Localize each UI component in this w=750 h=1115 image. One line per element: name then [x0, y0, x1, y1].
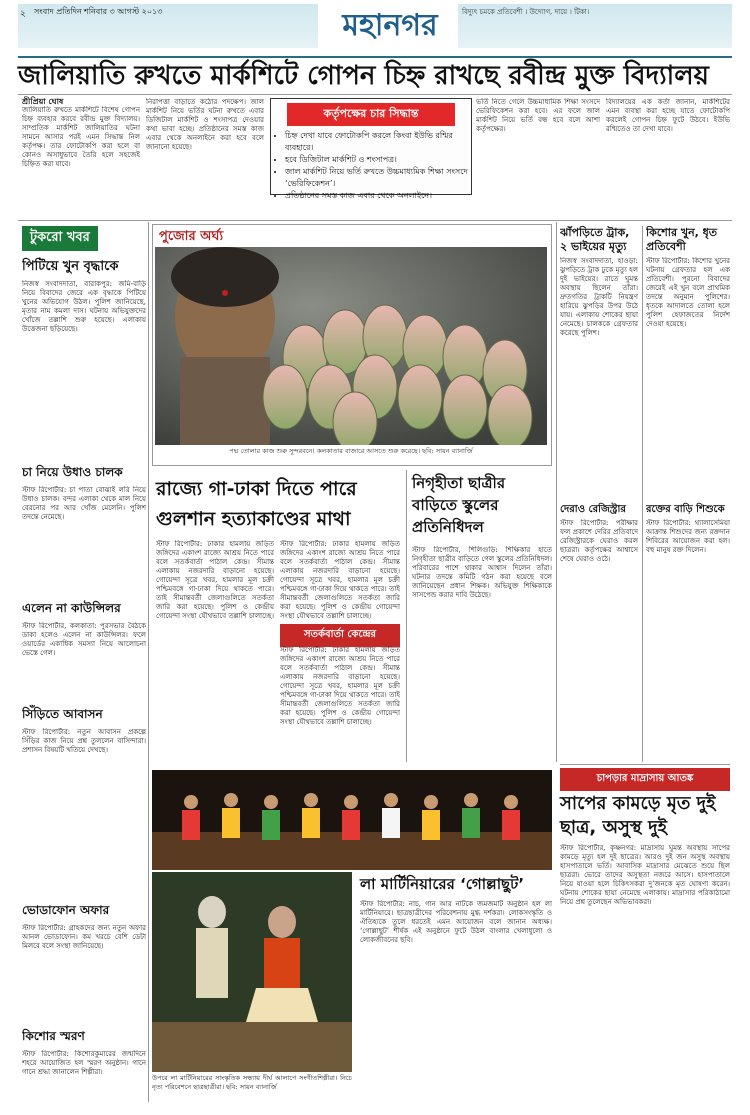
right-news-col-b [646, 226, 730, 756]
brief-body: স্টাফ রিপোর্টার: নতুন আবাসন প্রকল্পে সিঁড়ির কাজ নিয়ে প্রশ্ন তুললেন বাসিন্দারা। প্রশাসন বিষয়টি খতিয়ে দেখছে। [22, 728, 146, 754]
briefs-divider [148, 222, 149, 1102]
brief-headline: চা নিয়ে উধাও চালক [22, 465, 123, 479]
decision-item: • হবে ডিজিটাল মার্কশিট ও শংসাপত্র। [285, 154, 471, 166]
lead-headline: জালিয়াতি রুখতে মার্কশিটে গোপন চিহ্ন রাখছে রবীন্দ্র মুক্ত বিদ্যালয় [18, 61, 709, 91]
dance-photo [152, 872, 352, 1072]
puja-caption: পদ্ম তোলার কাজ শুরু সুন্দরবনে। কলকাতার বাজারে আসতে শুরু করেছে। ছবি: সায়ন ব্যানার্জি [229, 447, 473, 455]
brief-headline: ভোডাফোন অফার [22, 903, 110, 917]
issue-date: শনিবার ৩ আগস্ট ২০১৩ [84, 7, 163, 16]
right-col-divider [556, 222, 557, 762]
lead-col1: জালিয়াতি রুখতে মার্কশিটে বিশেষ গোপন চিহ্ন ব্যবহার করবে রবীন্দ্র মুক্ত বিদ্যালয়। সাম্প্রতিক মার্কশিট জালিয়াতির ঘটনা সামনে আসার পরই এমন সিদ্ধান্ত নিল কর্তৃপক্ষ। তার ফোটোকপি করা হলে বা কোনও অসাধুভাবে তৈরি হলে সহজেই চিহ্নিত করা যাবে। [22, 106, 140, 168]
right-col-divider-b [642, 226, 643, 762]
story-body: নিজস্ব সংবাদদাতা, হাওড়া: ঝুপড়িতে ট্রাক ঢুকে মৃত্যু হল দুই ভাইয়ের। রাতে ঘুমন্ত অবস্থায় ছিলেন তাঁরা। দ্রুতগতির ট্রাকটি নিয়ন্ত্রণ হারিয়ে ঝুপড়ির উপর উঠে যায়। এলাকায় শোকের ছায়া নেমেছে। চালককে গ্রেফতার করেছে পুলিশ। [560, 257, 638, 337]
paper-name: সংবাদ প্রতিদিন [34, 7, 82, 16]
nigrihita-headline: নিগৃহীতা ছাত্রীর বাড়িতে স্কুলের প্রতিনিধিদল [412, 474, 506, 536]
briefs-column [22, 224, 146, 1104]
brief-body: স্টাফ রিপোর্টার: কিশোরকুমারের জন্মদিনে শহরে আয়োজিত হল স্মরণ অনুষ্ঠান। গানে গানে শ্রদ্ধা জানালেন শিল্পীরা। [22, 1050, 146, 1076]
lead-rule [18, 94, 732, 95]
lead-col2: নিরাপত্তা বাড়াতে কঠোর পদক্ষেপ। জাল মার্কশিট নিয়ে ভর্তির ঘটনা রুখতে এবার ডিজিটাল মার্কশিট ও শংসাপত্র দেওয়ার কথা ভাবা হচ্ছে। প্রতিষ্ঠানের সমস্ত কাজ এবার থেকে অনলাইনে করা হবে বলে জানানো হয়েছে। [146, 98, 264, 151]
story-body: স্টাফ রিপোর্টার: কিশোর খুনের ঘটনায় গ্রেফতার হল এক প্রতিবেশী। পুরনো বিবাদের জেরেই এই খুন বলে প্রাথমিক তদন্তে অনুমান পুলিশের। ধৃতকে আদালতে তোলা হলে পুলিশ হেফাজতের নির্দেশ দেওয়া হয়েছে। [646, 257, 730, 328]
lead-col4: ভর্তি নিতে গেলে উচ্চমাধ্যমিক শিক্ষা সংসদে ভেরিফিকেশন করা হবে। এর ফলে জাল মার্কশিট নিয়ে ভর্তি বন্ধ হবে বলে আশা কর্তৃপক্ষের। [476, 98, 600, 133]
brief-headline: এলেন না কাউন্সিলর [22, 601, 121, 615]
puja-label: পুজোর অর্ঘ্য [159, 229, 224, 244]
brief-body: স্টাফ রিপোর্টার: গ্রাহকদের জন্য নতুন অফার আনল ভোডাফোন। কম খরচে বেশি ডেটা মিলবে বলে সংস্থা জানিয়েছে। [22, 924, 146, 950]
story-divider [406, 470, 407, 762]
brief-body: স্টাফ রিপোর্টার: চা পাতা বোঝাই লরি নিয়ে উধাও চালক। বন্দর এলাকা থেকে মাল নিয়ে বেরনোর পর আর খোঁজ মেলেনি। পুলিশ তদন্তে নেমেছে। [22, 486, 146, 521]
lead-bottom-rule [18, 220, 732, 221]
nigrihita-body: স্টাফ রিপোর্টার, শিলিগুড়ি: শিক্ষিকার হাতে নিগৃহীতা ছাত্রীর বাড়িতে গেল স্কুলের প্রতিনিধিদল। পরিবারের পাশে থাকার আশ্বাস দিলেন তাঁরা। ঘটনার তদন্তে কমিটি গঠন করা হয়েছে বলে জানিয়েছেন প্রধান শিক্ষক। অভিযুক্ত শিক্ষিকাকে সাসপেন্ড করার দাবি উঠেছে। [412, 546, 552, 599]
story-headline: ঝাঁপড়িতে ট্রাক, ২ ভাইয়ের মৃত্যু [560, 226, 630, 253]
gulshan-body-2: স্টাফ রিপোর্টার: ঢাকার হামলায় জড়িত জঙ্গিদের একাংশ রাজ্যে আশ্রয় নিতে পারে বলে সতর্কবার্তা পাঠাল কেন্দ্র। সীমান্ত এলাকায় নজরদারি বাড়ানো হয়েছে। গোয়েন্দা সূত্রে খবর, হামলার মূল চক্রী পশ্চিমবঙ্গে গা-ঢাকা দিয়ে থাকতে পারে। তাই সীমান্তবর্তী জেলাগুলিতে সতর্কতা জারি করা হয়েছে। পুলিশ ও কেন্দ্রীয় গোয়েন্দা সংস্থা যৌথভাবে তল্লাশি চালাচ্ছে। [280, 540, 400, 620]
brief-body: নিজস্ব সংবাদদাতা, বারাকপুর: জমি-বাড়ি নিয়ে বিবাদের জেরে এক বৃদ্ধাকে পিটিয়ে খুনের অভিযোগ উঠল। পুলিশ জানিয়েছে, মৃতার নাম কমলা দাস। ঘটনায় অভিযুক্তদের খোঁজে তল্লাশি শুরু হয়েছে। এলাকায় উত্তেজনা ছড়িয়েছে। [22, 280, 146, 333]
decisions-list [271, 130, 471, 202]
decision-item: • প্রতিষ্ঠানের সমস্ত কাজ এবার থেকে অনলাইনে। [285, 190, 471, 202]
lamart-body: স্টাফ রিপোর্টার: নাচ, গান আর নাটকে জমজমাট অনুষ্ঠান হল লা মার্টিনিয়ারে। ছাত্রছাত্রীদের পরিবেশনায় মুগ্ধ দর্শকরা। লোকসংস্কৃতি ও ঐতিহ্যকে তুলে ধরতেই এমন আয়োজন বলে জানান অধ্যক্ষ। ‘গোল্লাছুট’ শীর্ষক এই অনুষ্ঠানে ফুটে উঠল বাংলার খেলাধুলো ও লোকজীবনের ছবি। [360, 900, 552, 944]
brief-body: স্টাফ রিপোর্টার, কলকাতা: পুরসভার বৈঠকে ডাকা হলেও এলেন না কাউন্সিলর। ফলে ওয়ার্ডের একাধিক সমস্যা নিয়ে আলোচনা ভেস্তে গেল। [22, 622, 146, 657]
gulshan-body-3: স্টাফ রিপোর্টার: ঢাকার হামলায় জড়িত জঙ্গিদের একাংশ রাজ্যে আশ্রয় নিতে পারে বলে সতর্কবার্তা পাঠাল কেন্দ্র। সীমান্ত এলাকায় নজরদারি বাড়ানো হয়েছে। গোয়েন্দা সূত্রে খবর, হামলার মূল চক্রী পশ্চিমবঙ্গে গা-ঢাকা দিয়ে থাকতে পারে। তাই সীমান্তবর্তী জেলাগুলিতে সতর্কতা জারি করা হয়েছে। পুলিশ ও কেন্দ্রীয় গোয়েন্দা সংস্থা যৌথভাবে তল্লাশি চালাচ্ছে। [280, 646, 400, 726]
briefs-title: টুকরো খবর [22, 226, 98, 251]
page-number: ২ [20, 9, 26, 19]
header-bar [18, 4, 732, 58]
gulshan-tag: সতর্কবার্তা কেন্দ্রের [280, 624, 400, 647]
story-body: স্টাফ রিপোর্টার: পরীক্ষার ফল প্রকাশে দেরির প্রতিবাদে রেজিস্ট্রারকে ঘেরাও করল ছাত্ররা। কর্তৃপক্ষের আশ্বাসে শেষে ঘেরাও ওঠে। [560, 519, 638, 563]
story-headline: দেরাও রেজিস্ট্রার [560, 504, 626, 515]
madrasa-headline: সাপের কামড়ে মৃত দুই ছাত্র, অসুস্থ দুই [560, 793, 716, 838]
madrasa-top-rule [560, 764, 730, 765]
lamart-caption: উপরে লা মার্টিনিয়ারের সাংস্কৃতিক সন্ধ্যায় দীর্ঘ আলাপে সংগীতশিল্পীরা। নিচে নৃত্য পরিবেশনে ছাত্রছাত্রীরা। ছবি: সায়ন ব্যানার্জি [152, 1074, 352, 1091]
puja-photo-block [152, 224, 552, 466]
decision-item: • জাল মার্কশিট নিয়ে ভর্তি রুখতে উচ্চমাধ্যমিক শিক্ষা সংসদে ‘ভেরিফিকেশন’। [285, 166, 471, 190]
stage-photo [152, 770, 552, 870]
story-headline: কিশোর খুন, ধৃত প্রতিবেশী [646, 226, 718, 253]
madrasa-body: স্টাফ রিপোর্টার, কৃষ্ণনগর: মাদ্রাসায় ঘুমন্ত অবস্থায় সাপের কামড়ে মৃত্যু হল দুই ছাত্রের। আরও দুই জন অসুস্থ অবস্থায় হাসপাতালে ভর্তি। আবাসিক মাদ্রাসার মেঝেতে শুয়ে ছিল ছাত্ররা। ভোরে তাদের অসুস্থতা নজরে আসে। হাসপাতালে নিয়ে যাওয়া হলে চিকিৎসকরা দু’জনকে মৃত ঘোষণা করেন। ঘটনায় শোকের ছায়া নেমেছে এলাকায়। মাদ্রাসার পরিকাঠামো নিয়ে প্রশ্ন তুলেছেন অভিভাবকরা। [560, 844, 730, 906]
lamart-headline: লা মার্টিনিয়ারের ‘গোল্লাছুট’ [360, 875, 525, 893]
decision-item: • চিহ্ন দেখা যাবে ফোটোকপি করলে কিংবা ইউভি রশ্মির ব্যবহারে। [285, 130, 471, 154]
brief-headline: সিঁড়িতে আবাসন [22, 707, 103, 721]
lead-byline: শ্রীপ্রিয়া ঘোষ [22, 96, 64, 106]
brand-logo: মহানগর [342, 8, 438, 43]
gulshan-body-1: স্টাফ রিপোর্টার: ঢাকার হামলায় জড়িত জঙ্গিদের একাংশ রাজ্যে আশ্রয় নিতে পারে বলে সতর্কবার্তা পাঠাল কেন্দ্র। সীমান্ত এলাকায় নজরদারি বাড়ানো হয়েছে। গোয়েন্দা সূত্রে খবর, হামলার মূল চক্রী পশ্চিমবঙ্গে গা-ঢাকা দিয়ে থাকতে পারে। তাই সীমান্তবর্তী জেলাগুলিতে সতর্কতা জারি করা হয়েছে। পুলিশ ও কেন্দ্রীয় গোয়েন্দা সংস্থা যৌথভাবে তল্লাশি চালাচ্ছে। [156, 540, 274, 620]
gulshan-headline: রাজ্যে গা-ঢাকা দিতে পারে গুলশান হত্যাকাণ্ডের মাথা [156, 478, 357, 530]
decisions-title: কর্তৃপক্ষের চার সিদ্ধান্ত [287, 103, 455, 126]
brief-headline: কিশোর স্মরণ [22, 1029, 85, 1043]
madrasa-tag: চাপড়ার মাদ্রাসায় আতঙ্ক [560, 768, 730, 791]
story-headline: রক্তের বাড়ি শিশুকে [646, 504, 725, 515]
lead-col5: বিদ্যালয়ের এক কর্তা জানান, মার্কশিটের এমন ব্যবস্থা করা হচ্ছে যাতে ফোটোকপি করলেই গোপন চিহ্ন ফুটে উঠবে। ইউভি রশ্মিতেও তা দেখা যাবে। [606, 98, 730, 133]
right-news-col-a [560, 226, 638, 756]
lotus-photo [155, 247, 547, 445]
story-body: স্টাফ রিপোর্টার: থ্যালাসেমিয়া আক্রান্ত শিশুদের জন্য রক্তদান শিবিরের আয়োজন করা হল। বহু মানুষ রক্ত দিলেন। [646, 519, 730, 554]
brief-headline: পিটিয়ে খুন বৃদ্ধাকে [22, 259, 119, 274]
decisions-box [270, 98, 472, 200]
header-right-info: বিদ্যুৎ চমকে প্রতিবেশী । উদ্যোগ, দায়ে । টিকা। [462, 8, 590, 16]
